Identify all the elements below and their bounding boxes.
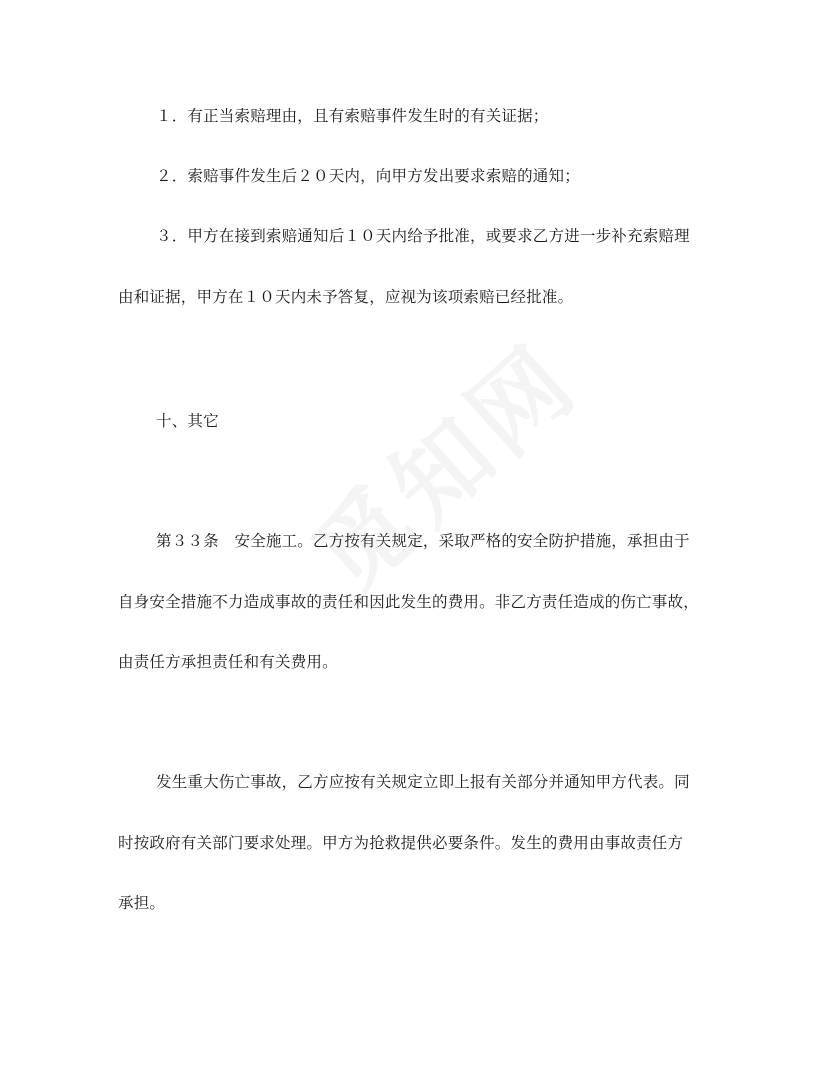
paragraph-2-line-2: 时按政府有关部门要求处理。甲方为抢救提供必要条件。发生的费用由事故责任方 <box>118 834 684 852</box>
clause-item-1: １．有正当索赔理由，且有索赔事件发生时的有关证据； <box>156 107 549 125</box>
article-33-line-2: 自身安全措施不力造成事故的责任和因此发生的费用。非乙方责任造成的伤亡事故， <box>118 593 699 611</box>
clause-item-3-line-2: 由和证据，甲方在１０天内未予答复，应视为该项索赔已经批准。 <box>118 288 574 306</box>
article-33-line-3: 由责任方承担责任和有关费用。 <box>118 653 338 671</box>
paragraph-2-line-3: 承担。 <box>118 894 166 912</box>
watermark <box>279 308 603 619</box>
article-33-line-1: 第３３条 安全施工。乙方按有关规定，采取严格的安全防护措施，承担由于 <box>156 532 690 550</box>
clause-item-3-line-1: ３．甲方在接到索赔通知后１０天内给予批准，或要求乙方进一步补充索赔理 <box>156 227 690 245</box>
clause-item-2: ２．索赔事件发生后２０天内，向甲方发出要求索赔的通知； <box>156 167 580 185</box>
paragraph-2-line-1: 发生重大伤亡事故，乙方应按有关规定立即上报有关部分并通知甲方代表。同 <box>156 773 690 791</box>
section-heading: 十、其它 <box>156 412 219 430</box>
